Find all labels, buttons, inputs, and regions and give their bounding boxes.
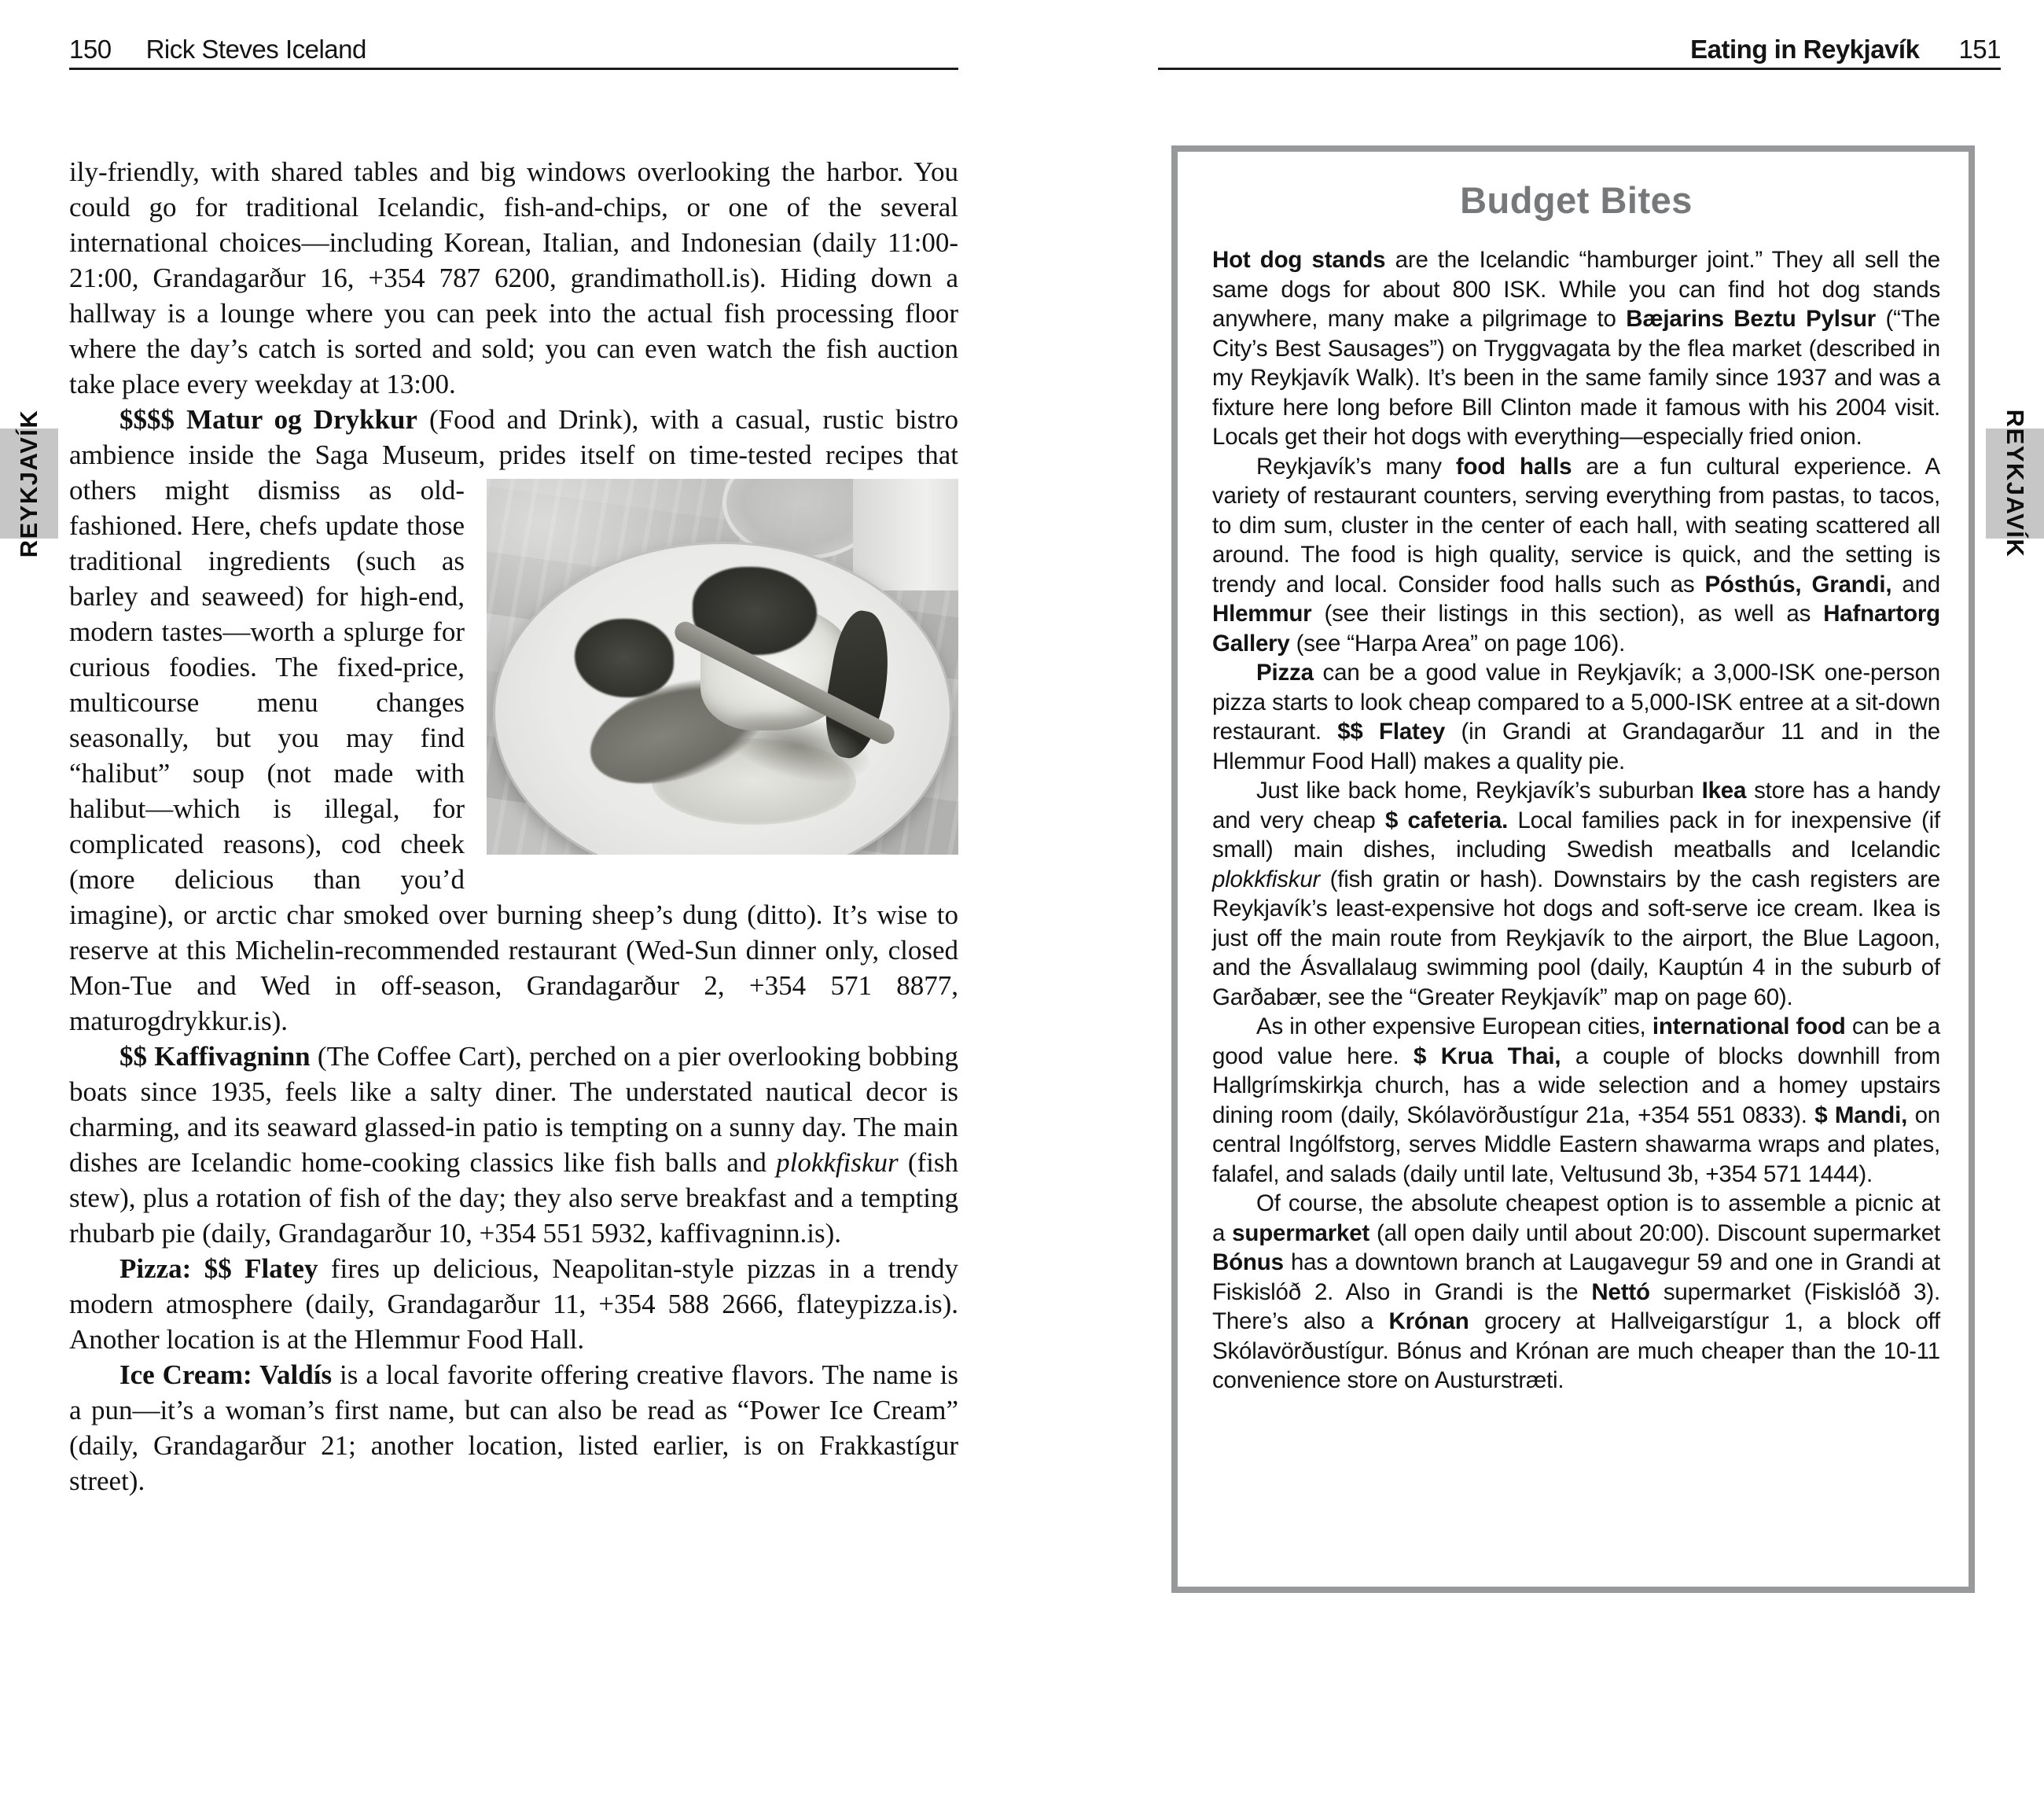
left-section-tab <box>0 409 58 558</box>
paragraph <box>69 154 958 402</box>
text-run: (see “Harpa Area” on page 106). <box>1289 630 1626 657</box>
paragraph <box>1212 1012 1940 1189</box>
budget-bites-title: Budget Bites <box>1460 179 1693 221</box>
text-run: Local families pack in for inexpensive (if small) main dishes, including Swedish meatballs and Icelandic <box>1212 807 1940 863</box>
paragraph <box>1212 658 1940 776</box>
text-run: Nettó <box>1591 1278 1650 1305</box>
text-run: plokkfiskur <box>1212 866 1321 892</box>
right-running-head <box>1690 35 2001 64</box>
left-section-tab-label: REYKJAVÍK <box>15 409 42 558</box>
text-run: Pizza <box>1256 660 1314 686</box>
right-page-number: 151 <box>1958 35 2001 64</box>
paragraph <box>69 402 958 1039</box>
text-run: are the Icelandic “hamburger joint.” They all sell the same dogs for about 800 ISK. While you can find hot dog stands anywhere, many make a pilgrimage to <box>1212 247 1940 332</box>
text-run: As in other expensive European cities, <box>1256 1013 1652 1039</box>
paragraph <box>1212 776 1940 1012</box>
text-run: food halls <box>1455 453 1572 480</box>
text-run: a couple of blocks downhill from Hallgrímskirkja church, has a wide selection and a homey upstairs dining room (daily, Skólavörðustígur 21a, +354 551 0833). <box>1212 1043 1941 1128</box>
left-header-rule <box>69 68 958 70</box>
text-run: Hafnartorg Gallery <box>1212 601 1940 657</box>
text-run: is a local favorite offering creative flavors. The name is a pun—it’s a woman’s first name, but can also be read as “Power Ice Cream” (daily, Grandagarður 21; another location, listed earlier, is on Frakkastígur street). <box>69 1359 958 1496</box>
text-run: (in Grandi at Grandagarður 11 and in the Hlemmur Food Hall) makes a quality pie. <box>1212 719 1941 774</box>
budget-bites-body <box>1212 245 1940 1396</box>
text-run: supermarket <box>1232 1219 1370 1246</box>
right-section-tab <box>1986 409 2044 558</box>
text-run: $ cafeteria. <box>1385 807 1509 833</box>
text-run: time-tested recipes that others might dismiss as old-fashioned. Here, chefs update those traditional ingredients (such as barley and seaweed) for high-end, modern tastes—worth a splurge for curious foodies. The fixed-price, multicourse menu changes seasonally, but you may find “halibut” soup (not made with halibut—which is illegal, for complicated reasons), cod cheek (more delicious than you’d imagine), or arctic char smoked over burning sheep’s dung (ditto). It’s wise to reserve at this Michelin-recommended restaurant (Wed-Sun dinner only, closed Mon-Tue and Wed in off-season, Grandagarður 2, +354 571 8877, maturogdrykkur.is). <box>69 440 958 1036</box>
left-page-number: 150 <box>69 35 112 64</box>
paragraph <box>69 1251 958 1357</box>
right-header-rule <box>1158 68 2001 70</box>
text-run: $$ Kaffivagninn <box>119 1041 311 1072</box>
text-run: $$$$ Matur og Drykkur <box>119 404 417 435</box>
text-run: (fish gratin or hash). Downstairs by the cash registers are Reykjavík’s least-expensive hot dogs and soft-serve ice cream. Ikea is just off the main route from Reykjavík to the airport, the Blue Lagoon, and the Ásvallalaug swimming pool (daily, Kauptún 4 in the suburb of Garðabær, see the “Greater Reykjavík” map on page 60). <box>1212 866 1940 1010</box>
text-run: Bæjarins Beztu Pylsur <box>1626 306 1877 332</box>
text-run: Pizza: $$ Flatey <box>119 1253 318 1284</box>
text-run: $ Krua Thai, <box>1414 1043 1561 1069</box>
paragraph <box>1212 452 1940 659</box>
text-run: (The Coffee Cart), perched on a pier overlooking bobbing boats since 1935, feels like a salty diner. The understated nautical decor is charming, and its seaward glassed-in patio is tempting on a sunny day. The main dishes are Icelandic home-cooking classics like fish balls and <box>69 1041 958 1178</box>
text-run: Just like back home, Reykjavík’s suburban <box>1256 778 1702 804</box>
text-run: Ikea <box>1701 778 1747 804</box>
left-page-body <box>69 154 958 1499</box>
text-run: Hot dog stands <box>1212 247 1386 273</box>
text-run: (Food and Drink), with a casual, rustic bistro ambience inside the Saga Museum, prides itself on <box>69 404 958 470</box>
text-run: Pósthús, Grandi, <box>1704 571 1892 598</box>
text-run: (all open daily until about 20:00). Discount supermarket <box>1369 1219 1941 1246</box>
left-header-title: Rick Steves Iceland <box>145 35 366 64</box>
text-run: (“The City’s Best Sausages”) on Tryggvagata by the flea market (described in my Reykjavík Walk). It’s been in the same family since 1937 and was a fixture here long before Bill Clinton made it famous with his 2004 visit. Locals get their hot dogs with everything—especially fried onion. <box>1212 306 1940 450</box>
left-running-head <box>69 35 366 64</box>
text-run: Krónan <box>1388 1308 1469 1334</box>
text-run: grocery at Hallveigarstígur 1, a block off Skólavörðustígur. Bónus and Krónan are much cheaper than the 10-11 convenience store on Austurstræti. <box>1212 1308 1940 1393</box>
bottle <box>853 479 958 590</box>
budget-bites-box <box>1171 145 1975 1593</box>
text-run: (fish stew), plus a rotation of fish of the day; they also serve breakfast and a tempting rhubarb pie (daily, Grandagarður 10, +354 551 5932, kaffivagninn.is). <box>69 1147 958 1249</box>
text-run: Bónus <box>1212 1249 1284 1275</box>
paragraph <box>69 1039 958 1251</box>
text-run: international food <box>1652 1013 1846 1039</box>
text-run: plokkfiskur <box>776 1147 899 1178</box>
text-run: $ Mandi, <box>1814 1102 1908 1128</box>
text-run: can be a good value in Reykjavík; a 3,000-ISK one-person pizza starts to look cheap compared to a 5,000-ISK entree at a sit-down restaurant. <box>1212 660 1940 745</box>
text-run: and <box>1891 571 1940 598</box>
right-header-title: Eating in Reykjavík <box>1690 35 1920 64</box>
text-run: Of course, the absolute cheapest option is to assemble a picnic at a <box>1212 1190 1940 1246</box>
text-run: on central Ingólfstorg, serves Middle Eastern shawarma wraps and plates, falafel, and salads (daily until late, Veltusund 3b, +354 571 1444). <box>1212 1102 1940 1187</box>
text-run: supermarket (Fiskislóð 3). There’s also a <box>1212 1278 1940 1334</box>
text-run: fires up delicious, Neapolitan-style pizzas in a trendy modern atmosphere (daily, Grandagarður 11, +354 588 2666, flateypizza.is). Another location is at the Hlemmur Food Hall. <box>69 1253 958 1355</box>
text-run: ily-friendly, with shared tables and big windows overlooking the harbor. You could go for traditional Icelandic, fish-and-chips, or one of the several international choices—including Korean, Italian, and Indonesian (daily 11:00-21:00, Grandagarður 16, +354 787 6200, grandimatholl.is). Hiding down a hallway is a lounge where you can peek into the actual fish processing floor where the day’s catch is sorted and sold; you can even watch the fish auction take place every weekday at 13:00. <box>69 156 958 399</box>
text-run: store has a handy and very cheap <box>1212 778 1940 833</box>
text-run: can be a good value here. <box>1212 1013 1941 1069</box>
food-photo <box>487 479 958 855</box>
right-section-tab-label: REYKJAVÍK <box>2002 409 2029 558</box>
paragraph <box>1212 1189 1940 1396</box>
text-run: Ice Cream: Valdís <box>119 1359 333 1390</box>
text-run: $$ Flatey <box>1337 719 1446 745</box>
text-run: (see their listings in this section), as well as <box>1311 601 1824 627</box>
text-run: Reykjavík’s many <box>1256 453 1456 480</box>
text-run: are a fun cultural experience. A variety of restaurant counters, serving everything from pastas, to tacos, to dim sum, cluster in the center of each hall, with seating scattered all around. The food is high quality, service is quick, and the setting is trendy and local. Consider food halls such as <box>1212 453 1940 598</box>
text-run: Hlemmur <box>1212 601 1312 627</box>
broccoli-left <box>575 619 674 697</box>
paragraph <box>1212 245 1940 452</box>
text-run: has a downtown branch at Laugavegur 59 and one in Grandi at Fiskislóð 2. Also in Grandi is the <box>1212 1249 1940 1305</box>
paragraph <box>69 1357 958 1499</box>
